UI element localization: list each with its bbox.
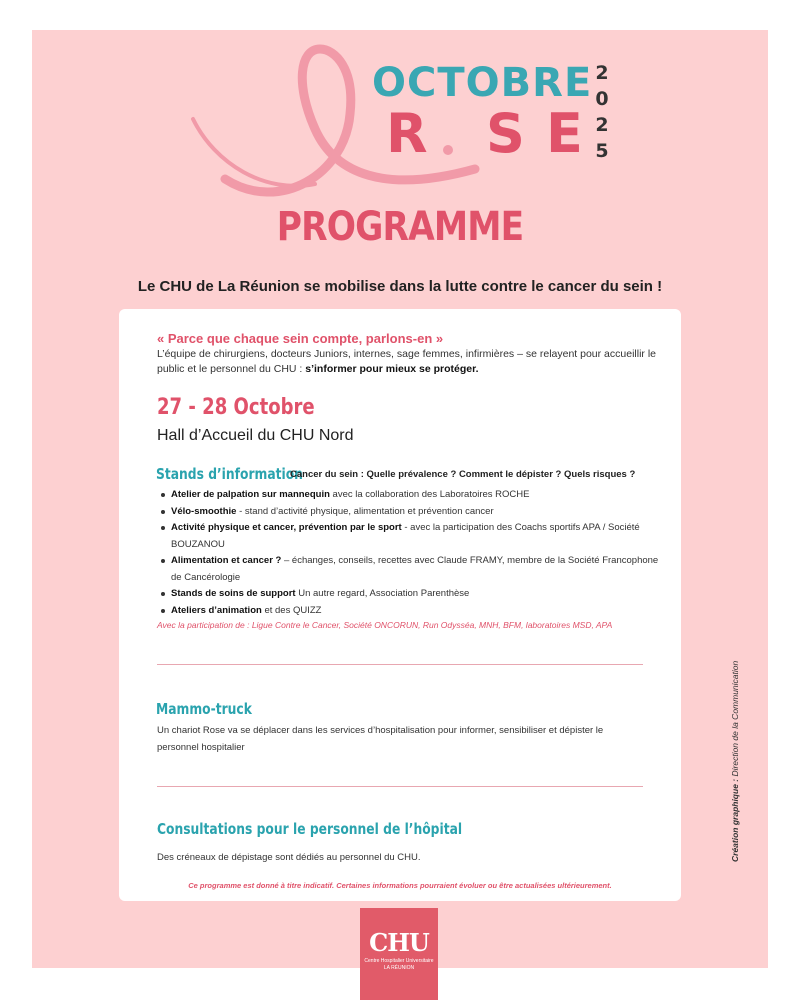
- chu-logo-subtitle-line: Centre Hospitalier Universitaire: [364, 958, 434, 964]
- chu-logo-subtitle-line: LA RÉUNION: [383, 965, 415, 971]
- divider: [157, 664, 643, 665]
- tagline: Le CHU de La Réunion se mobilise dans la lutte contre le cancer du sein !: [137, 278, 663, 295]
- mammo-title: Mammo-truck: [156, 700, 252, 718]
- year-vertical: [593, 60, 611, 164]
- list-item-bold: Alimentation et cancer ?: [171, 555, 282, 566]
- list-item-text: Un autre regard, Association Parenthèse: [295, 588, 470, 599]
- title-rose-letter: E: [546, 102, 583, 165]
- list-item: [159, 603, 659, 620]
- year-digit: 2: [595, 114, 609, 136]
- year-digit: 2: [595, 62, 609, 84]
- list-item: [159, 553, 659, 586]
- list-item-bold: Activité physique et cancer, prévention par le sport: [171, 522, 402, 533]
- list-item: [159, 487, 659, 504]
- consult-title: Consultations pour le personnel de l’hôpital: [157, 820, 463, 838]
- design-credit: [730, 662, 740, 862]
- credit-text: Direction de la Communication: [730, 660, 740, 779]
- stands-list: [159, 487, 659, 619]
- event-place: Hall d’Accueil du CHU Nord: [157, 427, 354, 444]
- chu-logo-subtitle: [360, 958, 438, 972]
- list-item: [159, 504, 659, 521]
- chu-logo: [360, 908, 438, 1000]
- title-rose: [386, 102, 586, 172]
- year-digit: 0: [595, 88, 609, 110]
- credit-label: Création graphique :: [730, 778, 740, 862]
- partners-note: Avec la participation de : Ligue Contre le Cancer, Société ONCORUN, Run Odysséa, MNH, BFM, laboratoires MSD, APA: [157, 620, 613, 630]
- list-item-text: et des QUIZZ: [261, 604, 322, 616]
- chu-logo-text: CHU: [369, 928, 429, 957]
- event-date: 27 - 28 Octobre: [157, 395, 315, 420]
- divider: [157, 786, 643, 787]
- program-card: [119, 309, 681, 901]
- list-item-text: avec la collaboration des Laboratoires ROCHE: [329, 489, 530, 500]
- list-item: [159, 586, 659, 603]
- list-item: [159, 520, 659, 553]
- list-item-text: – échanges, conseils, recettes avec Claude FRAMY, membre de la Société Francophone de Cancérologie: [171, 555, 659, 583]
- mammo-text: Un chariot Rose va se déplacer dans les services d’hospitalisation pour informer, sensibiliser et dépister le personnel hospitalier: [157, 725, 604, 753]
- title-octobre: OCTOBRE: [372, 60, 593, 106]
- stands-title: Stands d’information: [156, 465, 303, 483]
- list-item-text: - avec la participation des Coachs sportifs APA / Société BOUZANOU: [171, 522, 640, 550]
- list-item-bold: Vélo-smoothie: [171, 505, 237, 517]
- stands-subtitle: Cancer du sein : Quelle prévalence ? Comment le dépister ? Quels risques ?: [290, 469, 636, 480]
- intro-text-bold: s’informer pour mieux se protéger.: [305, 363, 479, 375]
- year-digit: 5: [595, 140, 609, 162]
- programme-heading: PROGRAMME: [276, 204, 524, 250]
- title-rose-letter: R: [386, 102, 428, 165]
- intro-quote: « Parce que chaque sein compte, parlons-en »: [157, 331, 444, 346]
- list-item-bold: Atelier de palpation sur mannequin: [171, 489, 330, 500]
- disclaimer: Ce programme est donné à titre indicatif. Certaines informations pourraient évoluer ou être actualisées ultérieurement.: [188, 881, 612, 890]
- list-item-text: - stand d’activité physique, alimentation et prévention cancer: [236, 505, 494, 517]
- intro-text-body: L’équipe de chirurgiens, docteurs Juniors, internes, sage femmes, infirmières – se relayent pour accueillir le public et le personnel du CHU :: [157, 348, 656, 375]
- title-rose-letter: S: [486, 102, 525, 165]
- list-item-bold: Ateliers d’animation: [171, 604, 262, 616]
- intro-text: [157, 347, 657, 377]
- consult-text: Des créneaux de dépistage sont dédiés au personnel du CHU.: [157, 852, 421, 863]
- list-item-bold: Stands de soins de support: [171, 588, 296, 599]
